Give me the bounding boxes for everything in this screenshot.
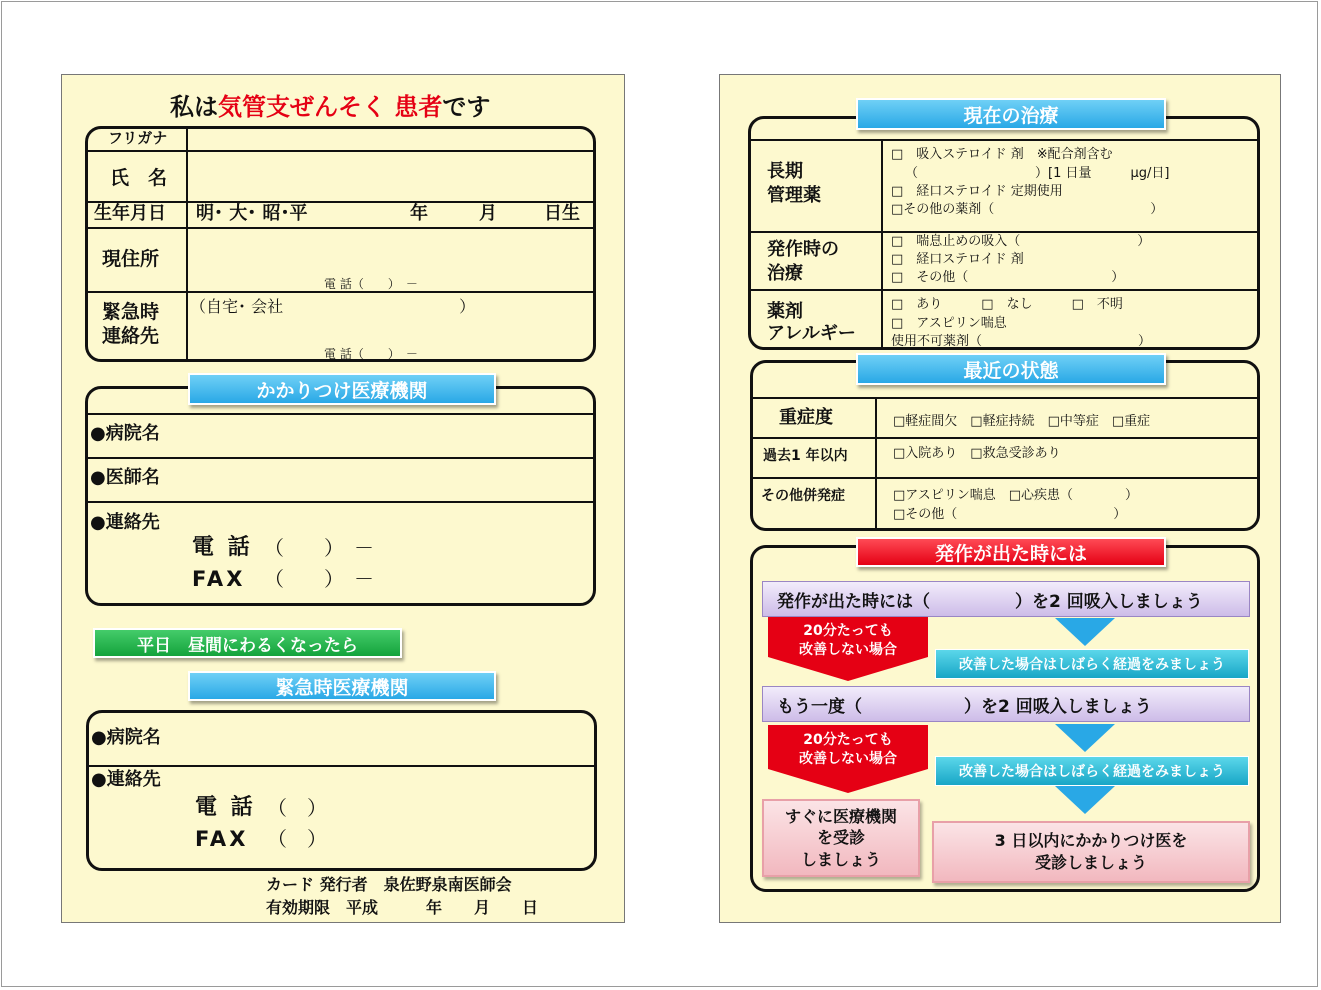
birth-year: 年 [410,203,428,224]
em-fax-label: FAX [195,827,249,851]
past-year-label: 過去1 年以内 [763,448,848,464]
name-label: 氏 名 [110,167,168,189]
past-year-value: □入院あり □救急受診あり [893,446,1061,461]
furigana-label: フリガナ [108,129,168,147]
emergency-hospital-banner: 緊急時医療機関 [188,671,496,701]
red-arrow-2-text: 20分たっても 改善しない場合 [799,732,897,767]
weekday-banner: 平日 昼間にわるくなったら [93,628,402,658]
longterm-line: （ ）[1 日量 µg/日] [905,166,1170,181]
birth-month: 月 [479,203,497,224]
improved-note-2: 改善した場合はしばらく経過をみましょう [935,756,1249,786]
blue-down-arrow-icon [1055,724,1115,754]
patient-card-front [61,74,625,923]
longterm-line: □その他の薬剤（ ） [891,202,1164,217]
clinic-doctor-label: ●医師名 [90,467,160,488]
card-title [170,95,490,119]
longterm-label-2: 管理薬 [767,185,821,206]
clinic-fax-value: （ ） － [264,567,374,591]
em-tel-label: 電 話 [195,795,256,820]
severity-value: □軽症間欠 □軽症持続 □中等症 □重症 [893,414,1151,429]
allergy-label-2: アレルギー [767,323,856,344]
other-complications-line: □その他（ ） [893,507,1127,522]
birth-eras: 明･ 大･ 昭･平 [196,203,308,224]
birthdate-label: 生年月日 [94,203,166,224]
clinic-banner: かかりつけ医療機関 [188,373,496,405]
clinic-tel-value: （ ） － [264,536,374,560]
current-treatment-box [748,116,1260,350]
see-family-doctor: 3 日以内にかかりつけ医を 受診しましょう [932,821,1250,883]
attack-treatment-label-1: 発作時の [767,239,839,260]
recent-status-box [750,360,1260,531]
attack-treatment-line: □ 喘息止めの吸入（ ） [891,234,1151,249]
status-banner: 最近の状態 [856,353,1166,385]
clinic-contact-label: ●連絡先 [90,512,160,533]
longterm-line: □ 経口ステロイド 定期使用 [891,184,1063,199]
other-complications-label: その他併発症 [761,488,845,504]
attack-treatment-line: □ その他（ ） [891,270,1125,285]
go-to-hospital-now: すぐに医療機関 を受診 しましょう [762,799,920,877]
other-complications-line: □アスピリン喘息 □心疾患（ ） [893,488,1139,503]
emergency-home-work: （自宅･ 会社 ） [190,297,476,316]
step2-instruction: もう一度（ ）を2 回吸入しましょう [762,686,1250,722]
red-arrow-2 [768,725,928,795]
longterm-label-1: 長期 [767,161,803,182]
emergency-hospital-box [86,710,597,871]
patient-card-back [719,74,1281,923]
title-part: 私は [170,93,218,121]
allergy-line: □ あり □ なし □ 不明 [891,297,1123,312]
card-issuer: カード 発行者 泉佐野泉南医師会 [266,875,512,894]
em-contact-label: ●連絡先 [91,769,161,790]
title-end: です [442,93,491,121]
em-hospital-label: ●病院名 [91,727,161,748]
em-fax-value: （ ） [267,827,327,851]
em-tel-value: （ ） [267,796,327,820]
treatment-banner: 現在の治療 [856,98,1166,130]
longterm-line: □ 吸入ステロイド 剤 ※配合剤含む [891,147,1113,162]
blue-down-arrow-icon [1055,618,1115,648]
title-patient: 患者 [394,93,443,121]
title-diagnosis: 気管支ぜんそく [218,93,386,121]
address-phone: 電 話（ ） － [324,277,418,291]
allergy-line: 使用不可薬剤（ ） [891,334,1152,349]
red-arrow-1 [768,617,928,682]
severity-label: 重症度 [779,407,833,428]
step1-instruction: 発作が出た時には（ ）を2 回吸入しましょう [762,581,1250,617]
attack-treatment-line: □ 経口ステロイド 剤 [891,252,1024,267]
attack-treatment-label-2: 治療 [767,263,803,284]
emergency-phone: 電 話（ ） － [324,347,418,361]
birth-day: 日生 [544,203,580,224]
emergency-label-2: 連絡先 [102,325,160,347]
clinic-hospital-label: ●病院名 [90,423,160,444]
personal-info-box [85,126,596,362]
clinic-fax-label: FAX [192,567,246,591]
address-label: 現住所 [102,248,160,270]
clinic-tel-label: 電 話 [192,535,253,560]
improved-note-1: 改善した場合はしばらく経過をみましょう [935,649,1249,679]
allergy-label-1: 薬剤 [767,301,803,322]
family-doctor-box [85,386,596,606]
red-arrow-1-text: 20分たっても 改善しない場合 [799,623,897,658]
allergy-line: □ アスピリン喘息 [891,316,1007,331]
attack-banner: 発作が出た時には [856,537,1166,567]
emergency-label-1: 緊急時 [102,301,160,323]
blue-down-arrow-icon [1055,786,1115,816]
card-validity: 有効期限 平成 年 月 日 [266,898,539,917]
